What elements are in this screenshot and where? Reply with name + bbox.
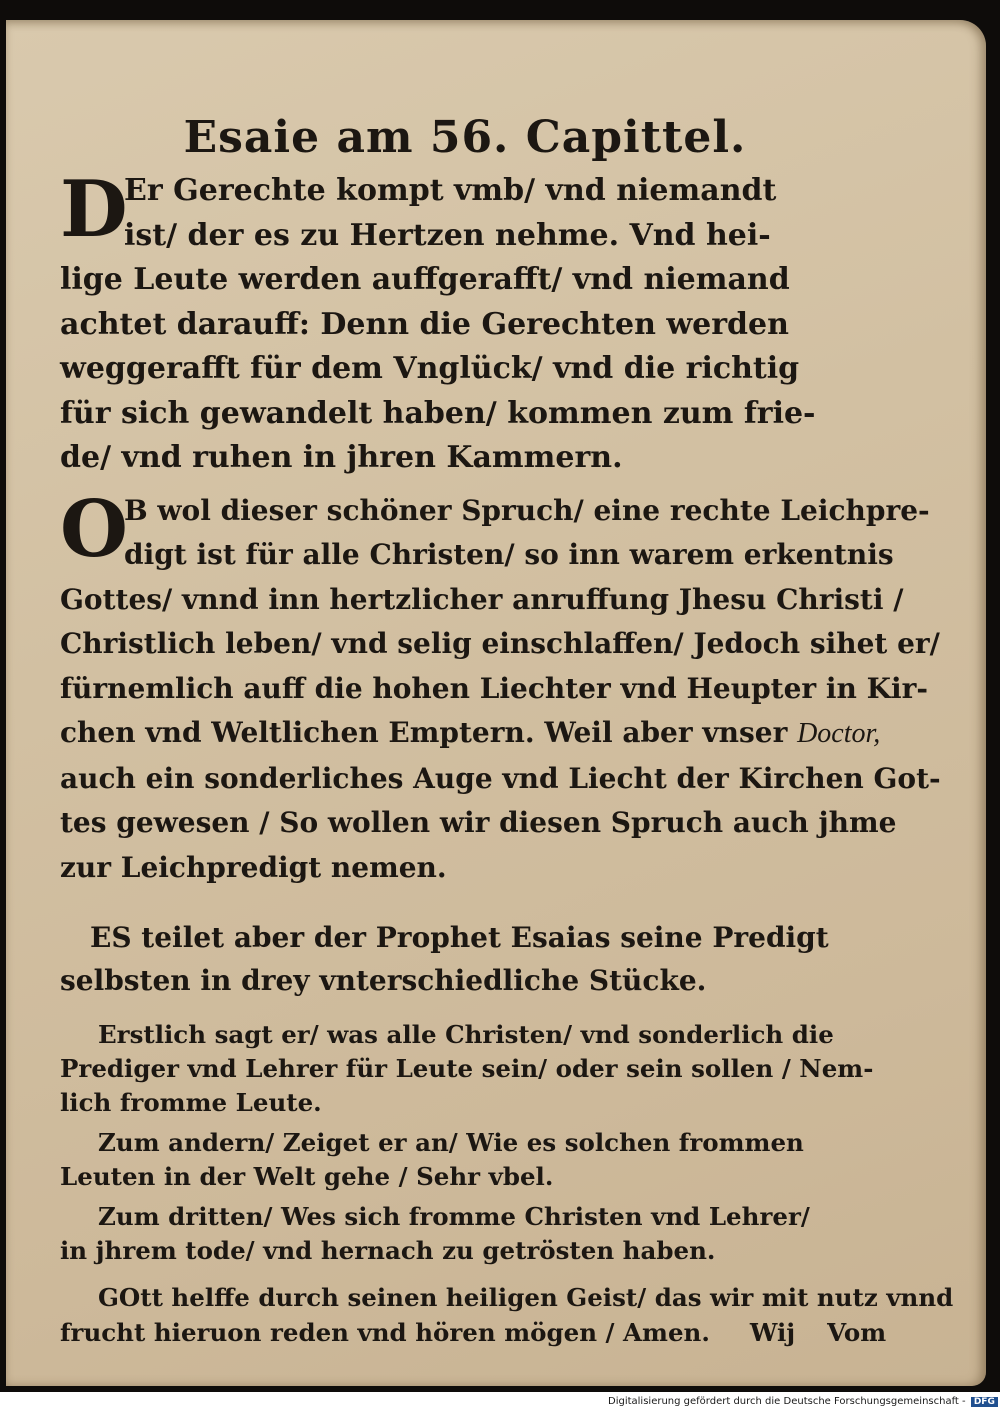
text-line: Zum andern/ Zeiget er an/ Wie es solchen frommen	[98, 1128, 804, 1157]
footer-text: Digitalisierung gefördert durch die Deutsche Forschungsgemeinschaft -	[608, 1396, 966, 1407]
drop-cap-o: O	[60, 483, 128, 575]
funding-footer	[608, 1396, 1000, 1407]
text-line: auch ein sonderliches Auge vnd Liecht der Kirchen Got-	[60, 761, 941, 795]
text-line: selbsten in drey vnterschiedliche Stücke.	[60, 964, 707, 997]
text-line: Prediger vnd Lehrer für Leute sein/ oder sein sollen / Nem-	[60, 1054, 874, 1083]
text-line	[60, 1315, 887, 1350]
text-line: Gottes/ vnnd inn hertzlicher anruffung Jhesu Christi /	[60, 582, 904, 616]
text-segment: chen vnd Weltlichen Emptern. Weil aber vnser	[60, 716, 788, 749]
page-text	[60, 112, 954, 1350]
text-line: zur Leichpredigt nemen.	[60, 850, 447, 884]
text-line: de/ vnd ruhen in jhren Kammern.	[60, 440, 623, 475]
catchword: Vom	[827, 1318, 887, 1347]
text-line: lich fromme Leute.	[60, 1088, 322, 1117]
text-line: ES teilet aber der Prophet Esaias seine Predigt	[90, 921, 829, 954]
text-line: B wol dieser schöner Spruch/ eine rechte Leichpre-	[124, 493, 930, 527]
text-line: ist/ der es zu Hertzen nehme. Vnd hei-	[124, 217, 771, 253]
text-line: für sich gewandelt haben/ kommen zum frie-	[60, 395, 816, 431]
point-one-paragraph	[60, 1018, 874, 1120]
division-paragraph	[60, 916, 870, 1002]
text-line: in jhrem tode/ vnd hernach zu getrösten haben.	[60, 1236, 716, 1265]
chapter-heading: Esaie am 56. Capittel.	[183, 112, 747, 163]
text-line: lige Leute werden auffgerafft/ vnd niemand	[60, 262, 790, 297]
text-line	[60, 711, 881, 757]
text-line: tes gewesen / So wollen wir diesen Spruch auch jhme	[60, 806, 897, 839]
text-line: Zum dritten/ Wes sich fromme Christen vnd Lehrer/	[98, 1202, 810, 1231]
prayer-paragraph	[60, 1280, 954, 1350]
text-line: GOtt helffe durch seinen heiligen Geist/ das wir mit nutz vnnd	[98, 1283, 954, 1312]
text-line: achtet darauff: Denn die Gerechten werden	[60, 306, 789, 342]
drop-cap-d: D	[60, 164, 128, 255]
text-line: fürnemlich auff die hohen Liechter vnd Heupter in Kir-	[60, 671, 928, 705]
point-two-paragraph	[60, 1126, 870, 1194]
bible-quote-paragraph	[60, 164, 870, 481]
text-line: Er Gerechte kompt vmb/ vnd niemandt	[124, 173, 777, 208]
text-line: weggerafft für dem Vnglück/ vnd die richtig	[60, 351, 800, 386]
latin-word: Doctor,	[797, 718, 881, 749]
book-page	[6, 20, 986, 1386]
point-three-paragraph	[60, 1200, 870, 1268]
text-line: Erstlich sagt er/ was alle Christen/ vnd sonderlich die	[98, 1020, 834, 1049]
sermon-intro-paragraph	[60, 483, 941, 891]
text-segment: frucht hieruon reden vnd hören mögen / Amen.	[60, 1318, 710, 1347]
text-line: Christlich leben/ vnd selig einschlaffen/ Jedoch sihet er/	[60, 627, 940, 660]
dfg-logo-icon: DFG	[971, 1397, 998, 1407]
text-line: digt ist für alle Christen/ so inn warem erkentnis	[124, 538, 894, 571]
text-line: Leuten in der Welt gehe / Sehr vbel.	[60, 1162, 554, 1191]
signature-mark: Wij	[749, 1318, 796, 1347]
